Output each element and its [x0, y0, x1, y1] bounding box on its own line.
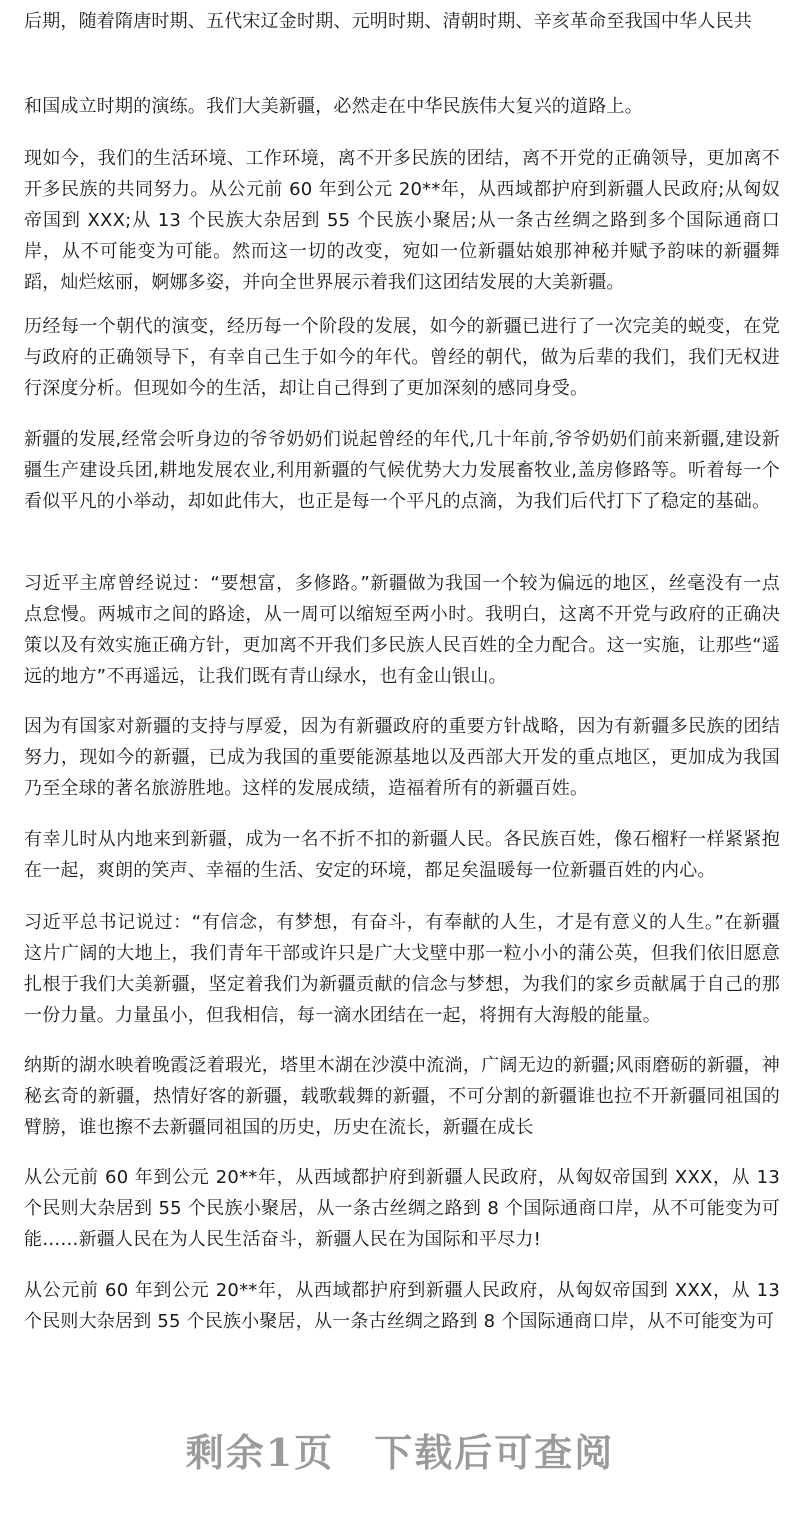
paragraph-7: 因为有国家对新疆的支持与厚爱，因为有新疆政府的重要方针战略，因为有新疆多民族的团结努力，现如今的新疆，已成为我国的重要能源基地以及西部大开发的重点地区，更加成为我国乃至全球的著名旅游胜地。这样的发展成绩，造福着所有的新疆百姓。 — [24, 716, 780, 799]
download-more-banner[interactable] — [0, 1418, 800, 1488]
paragraph-2: 和国成立时期的演练。我们大美新疆，必然走在中华民族伟大复兴的道路上。 — [24, 96, 643, 117]
paragraph-5: 新疆的发展,经常会听身边的爷爷奶奶们说起曾经的年代,几十年前,爷爷奶奶们前来新疆,建设新疆生产建设兵团,耕地发展农业,利用新疆的气候优势大力发展畜牧业,盖房修路等。听着每一个看似平凡的小举动，却如此伟大，也正是每一个平凡的点滴，为我们后代打下了稳定的基础。 — [24, 429, 780, 512]
paragraph-1: 后期，随着隋唐时期、五代宋辽金时期、元明时期、清朝时期、辛亥革命至我国中华人民共 — [24, 11, 752, 32]
paragraph-12: 从公元前 60 年到公元 20**年，从西域都护府到新疆人民政府，从匈奴帝国到 XXX，从 13 个民则大杂居到 55 个民族小聚居，从一条古丝绸之路到 8 个国际通商口岸，从不可能变为可 — [24, 1280, 780, 1332]
paragraph-4: 历经每一个朝代的演变，经历每一个阶段的发展，如今的新疆已进行了一次完美的蜕变，在党与政府的正确领导下，有幸自己生于如今的年代。曾经的朝代，做为后辈的我们，我们无权进行深度分析。但现如今的生活，却让自己得到了更加深刻的感同身受。 — [24, 316, 780, 399]
paragraph-3: 现如今，我们的生活环境、工作环境，离不开多民族的团结，离不开党的正确领导，更加离不开多民族的共同努力。从公元前 60 年到公元 20**年，从西域都护府到新疆人民政府;从匈奴帝国到 XXX;从 13 个民族大杂居到 55 个民族小聚居;从一条古丝绸之路到多个国际通商口岸，从不可能变为可能。然而这一切的改变，宛如一位新疆姑娘那神秘并赋予韵味的新疆舞蹈，灿烂炫丽，婀娜多姿，并向全世界展示着我们这团结发展的大美新疆。 — [24, 148, 780, 293]
paragraph-8: 有幸儿时从内地来到新疆，成为一名不折不扣的新疆人民。各民族百姓，像石榴籽一样紧紧抱在一起，爽朗的笑声、幸福的生活、安定的环境，都足矣温暖每一位新疆百姓的内心。 — [24, 829, 780, 881]
paragraph-11: 从公元前 60 年到公元 20**年，从西域都护府到新疆人民政府，从匈奴帝国到 XXX，从 13 个民则大杂居到 55 个民族小聚居，从一条古丝绸之路到 8 个国际通商口岸，从不可能变为可能……新疆人民在为人民生活奋斗，新疆人民在为国际和平尽力! — [24, 1167, 780, 1250]
download-prompt-label: 下载后可查阅 — [374, 1430, 615, 1475]
remaining-pages-label: 剩余1页 — [185, 1430, 335, 1475]
paragraph-6: 习近平主席曾经说过：“要想富，多修路。”新疆做为我国一个较为偏远的地区，丝毫没有一点点怠慢。两城市之间的路途，从一周可以缩短至两小时。我明白，这离不开党与政府的正确决策以及有效实施正确方针，更加离不开我们多民族人民百姓的全力配合。这一实施，让那些“遥远的地方”不再遥远，让我们既有青山绿水，也有金山银山。 — [24, 573, 780, 687]
paragraph-9: 习近平总书记说过：“有信念，有梦想，有奋斗，有奉献的人生，才是有意义的人生。”在新疆这片广阔的大地上，我们青年干部或许只是广大戈壁中那一粒小小的蒲公英，但我们依旧愿意扎根于我们大美新疆，坚定着我们为新疆贡献的信念与梦想，为我们的家乡贡献属于自己的那一份力量。力量虽小，但我相信，每一滴水团结在一起，将拥有大海般的能量。 — [24, 912, 780, 1026]
paragraph-10: 纳斯的湖水映着晚霞泛着瑕光，塔里木湖在沙漠中流淌，广阔无边的新疆;风雨磨砺的新疆，神秘玄奇的新疆，热情好客的新疆，载歌载舞的新疆，不可分割的新疆谁也拉不开新疆同祖国的臂膀，谁也擦不去新疆同祖国的历史，历史在流长，新疆在成长 — [24, 1055, 780, 1138]
